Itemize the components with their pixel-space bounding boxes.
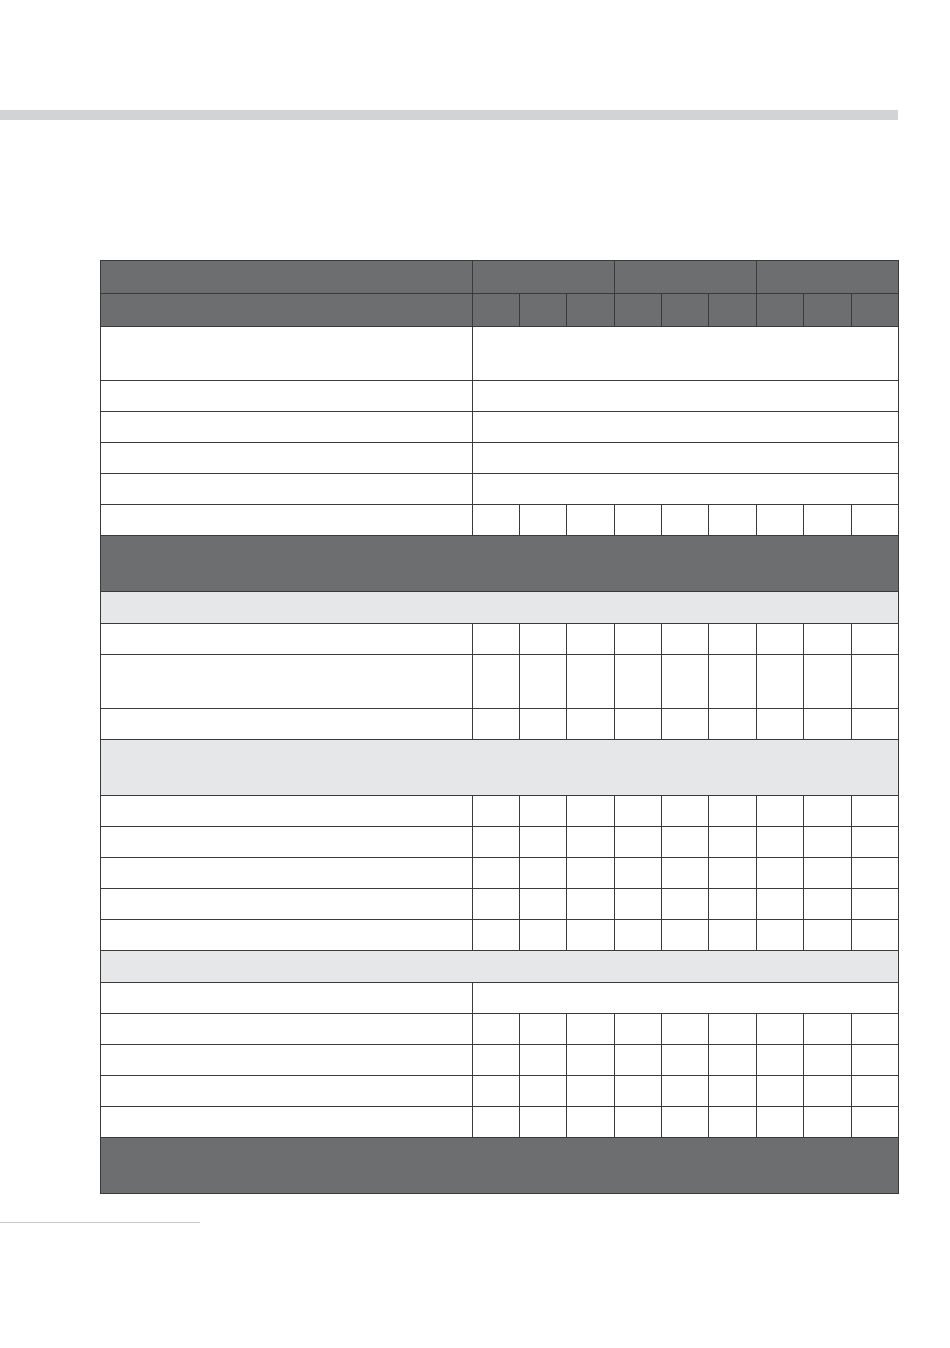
value-cell bbox=[567, 1076, 615, 1107]
row-label-cell bbox=[101, 1076, 473, 1107]
table-row bbox=[101, 474, 899, 505]
header-sub-cell bbox=[852, 294, 899, 327]
value-cell bbox=[757, 858, 804, 889]
value-cell bbox=[473, 1076, 520, 1107]
value-cell bbox=[662, 655, 709, 709]
section-header-cell bbox=[101, 536, 899, 592]
value-cell bbox=[473, 858, 520, 889]
value-cell bbox=[473, 709, 520, 740]
header-sub-cell bbox=[567, 294, 615, 327]
row-span-cell bbox=[473, 412, 899, 443]
value-cell bbox=[567, 827, 615, 858]
value-cell bbox=[473, 505, 520, 536]
header-sub-cell bbox=[757, 294, 804, 327]
header-label-cell bbox=[101, 294, 473, 327]
table-row bbox=[101, 983, 899, 1014]
value-cell bbox=[852, 796, 899, 827]
value-cell bbox=[520, 1076, 567, 1107]
table-header-groups bbox=[101, 261, 899, 294]
value-cell bbox=[804, 889, 852, 920]
value-cell bbox=[662, 1045, 709, 1076]
value-cell bbox=[804, 505, 852, 536]
header-sub-cell bbox=[473, 294, 520, 327]
value-cell bbox=[567, 796, 615, 827]
value-cell bbox=[662, 1076, 709, 1107]
value-cell bbox=[615, 505, 662, 536]
value-cell bbox=[662, 709, 709, 740]
value-cell bbox=[567, 858, 615, 889]
value-cell bbox=[709, 1014, 757, 1045]
table-row bbox=[101, 709, 899, 740]
value-cell bbox=[615, 1014, 662, 1045]
value-cell bbox=[804, 1045, 852, 1076]
value-cell bbox=[520, 709, 567, 740]
table-row bbox=[101, 1076, 899, 1107]
value-cell bbox=[852, 827, 899, 858]
section-footer-dark bbox=[101, 1138, 899, 1194]
value-cell bbox=[757, 827, 804, 858]
value-cell bbox=[473, 624, 520, 655]
value-cell bbox=[852, 709, 899, 740]
value-cell bbox=[709, 1045, 757, 1076]
value-cell bbox=[520, 505, 567, 536]
value-cell bbox=[852, 858, 899, 889]
row-label-cell bbox=[101, 889, 473, 920]
value-cell bbox=[804, 1107, 852, 1138]
value-cell bbox=[473, 1107, 520, 1138]
value-cell bbox=[520, 1107, 567, 1138]
value-cell bbox=[662, 1107, 709, 1138]
value-cell bbox=[567, 505, 615, 536]
value-cell bbox=[852, 1076, 899, 1107]
value-cell bbox=[757, 505, 804, 536]
value-cell bbox=[473, 655, 520, 709]
value-cell bbox=[662, 505, 709, 536]
value-cell bbox=[473, 796, 520, 827]
value-cell bbox=[804, 858, 852, 889]
value-cell bbox=[709, 827, 757, 858]
row-label-cell bbox=[101, 327, 473, 381]
row-label-cell bbox=[101, 858, 473, 889]
table-row bbox=[101, 858, 899, 889]
value-cell bbox=[709, 920, 757, 951]
value-cell bbox=[662, 858, 709, 889]
value-cell bbox=[567, 889, 615, 920]
value-cell bbox=[852, 1014, 899, 1045]
value-cell bbox=[473, 827, 520, 858]
value-cell bbox=[804, 920, 852, 951]
table-row bbox=[101, 827, 899, 858]
row-span-cell bbox=[473, 983, 899, 1014]
value-cell bbox=[473, 1045, 520, 1076]
row-label-cell bbox=[101, 655, 473, 709]
value-cell bbox=[567, 624, 615, 655]
row-label-cell bbox=[101, 381, 473, 412]
value-cell bbox=[757, 920, 804, 951]
header-group-cell bbox=[615, 261, 757, 294]
row-label-cell bbox=[101, 505, 473, 536]
section-header-dark bbox=[101, 536, 899, 592]
header-group-cell bbox=[473, 261, 615, 294]
value-cell bbox=[852, 889, 899, 920]
value-cell bbox=[615, 709, 662, 740]
section-header-cell bbox=[101, 951, 899, 983]
section-header-light bbox=[101, 740, 899, 796]
value-cell bbox=[567, 1107, 615, 1138]
row-label-cell bbox=[101, 827, 473, 858]
value-cell bbox=[757, 1014, 804, 1045]
header-sub-cell bbox=[804, 294, 852, 327]
value-cell bbox=[662, 1014, 709, 1045]
value-cell bbox=[615, 796, 662, 827]
row-label-cell bbox=[101, 412, 473, 443]
value-cell bbox=[709, 858, 757, 889]
value-cell bbox=[804, 655, 852, 709]
value-cell bbox=[709, 624, 757, 655]
header-sub-cell bbox=[615, 294, 662, 327]
table-row bbox=[101, 443, 899, 474]
value-cell bbox=[567, 1045, 615, 1076]
value-cell bbox=[473, 889, 520, 920]
value-cell bbox=[473, 920, 520, 951]
value-cell bbox=[852, 1107, 899, 1138]
section-header-light bbox=[101, 592, 899, 624]
value-cell bbox=[852, 505, 899, 536]
value-cell bbox=[852, 655, 899, 709]
table-header-subcolumns bbox=[101, 294, 899, 327]
value-cell bbox=[520, 1014, 567, 1045]
value-cell bbox=[757, 796, 804, 827]
value-cell bbox=[709, 1076, 757, 1107]
table-row bbox=[101, 889, 899, 920]
table-row bbox=[101, 920, 899, 951]
table-row bbox=[101, 655, 899, 709]
row-span-cell bbox=[473, 381, 899, 412]
value-cell bbox=[709, 1107, 757, 1138]
value-cell bbox=[473, 1014, 520, 1045]
value-cell bbox=[615, 1107, 662, 1138]
value-cell bbox=[662, 920, 709, 951]
row-span-cell bbox=[473, 474, 899, 505]
value-cell bbox=[804, 827, 852, 858]
value-cell bbox=[615, 920, 662, 951]
row-span-cell bbox=[473, 443, 899, 474]
table-row bbox=[101, 505, 899, 536]
value-cell bbox=[615, 624, 662, 655]
section-header-light bbox=[101, 951, 899, 983]
value-cell bbox=[567, 655, 615, 709]
row-label-cell bbox=[101, 920, 473, 951]
value-cell bbox=[662, 796, 709, 827]
row-label-cell bbox=[101, 624, 473, 655]
value-cell bbox=[520, 889, 567, 920]
value-cell bbox=[852, 624, 899, 655]
row-label-cell bbox=[101, 983, 473, 1014]
section-header-cell bbox=[101, 740, 899, 796]
value-cell bbox=[567, 920, 615, 951]
value-cell bbox=[709, 505, 757, 536]
value-cell bbox=[757, 624, 804, 655]
header-label-cell bbox=[101, 261, 473, 294]
value-cell bbox=[709, 889, 757, 920]
footnote-divider bbox=[0, 1222, 200, 1223]
header-group-cell bbox=[757, 261, 899, 294]
value-cell bbox=[567, 1014, 615, 1045]
value-cell bbox=[709, 709, 757, 740]
value-cell bbox=[804, 1014, 852, 1045]
value-cell bbox=[852, 920, 899, 951]
row-label-cell bbox=[101, 1014, 473, 1045]
value-cell bbox=[804, 624, 852, 655]
value-cell bbox=[615, 655, 662, 709]
value-cell bbox=[520, 858, 567, 889]
table-row bbox=[101, 796, 899, 827]
value-cell bbox=[709, 796, 757, 827]
specification-table bbox=[100, 260, 899, 1194]
table-row bbox=[101, 1014, 899, 1045]
value-cell bbox=[757, 1045, 804, 1076]
value-cell bbox=[520, 827, 567, 858]
value-cell bbox=[757, 889, 804, 920]
table-row bbox=[101, 381, 899, 412]
value-cell bbox=[615, 827, 662, 858]
value-cell bbox=[804, 709, 852, 740]
value-cell bbox=[804, 1076, 852, 1107]
row-span-cell bbox=[473, 327, 899, 381]
table-row bbox=[101, 1107, 899, 1138]
header-sub-cell bbox=[520, 294, 567, 327]
top-decorative-band bbox=[0, 110, 898, 120]
value-cell bbox=[757, 709, 804, 740]
row-label-cell bbox=[101, 443, 473, 474]
value-cell bbox=[662, 624, 709, 655]
row-label-cell bbox=[101, 1107, 473, 1138]
row-label-cell bbox=[101, 796, 473, 827]
row-label-cell bbox=[101, 1045, 473, 1076]
header-sub-cell bbox=[709, 294, 757, 327]
row-label-cell bbox=[101, 474, 473, 505]
value-cell bbox=[852, 1045, 899, 1076]
section-footer-cell bbox=[101, 1138, 899, 1194]
value-cell bbox=[615, 858, 662, 889]
value-cell bbox=[520, 1045, 567, 1076]
table-row bbox=[101, 327, 899, 381]
value-cell bbox=[615, 889, 662, 920]
table-row bbox=[101, 1045, 899, 1076]
value-cell bbox=[520, 920, 567, 951]
table-row bbox=[101, 412, 899, 443]
value-cell bbox=[757, 1076, 804, 1107]
value-cell bbox=[520, 796, 567, 827]
value-cell bbox=[615, 1045, 662, 1076]
section-header-cell bbox=[101, 592, 899, 624]
value-cell bbox=[709, 655, 757, 709]
value-cell bbox=[662, 827, 709, 858]
table-row bbox=[101, 624, 899, 655]
header-sub-cell bbox=[662, 294, 709, 327]
value-cell bbox=[567, 709, 615, 740]
value-cell bbox=[804, 796, 852, 827]
value-cell bbox=[757, 655, 804, 709]
value-cell bbox=[757, 1107, 804, 1138]
row-label-cell bbox=[101, 709, 473, 740]
value-cell bbox=[520, 655, 567, 709]
value-cell bbox=[520, 624, 567, 655]
value-cell bbox=[662, 889, 709, 920]
value-cell bbox=[615, 1076, 662, 1107]
